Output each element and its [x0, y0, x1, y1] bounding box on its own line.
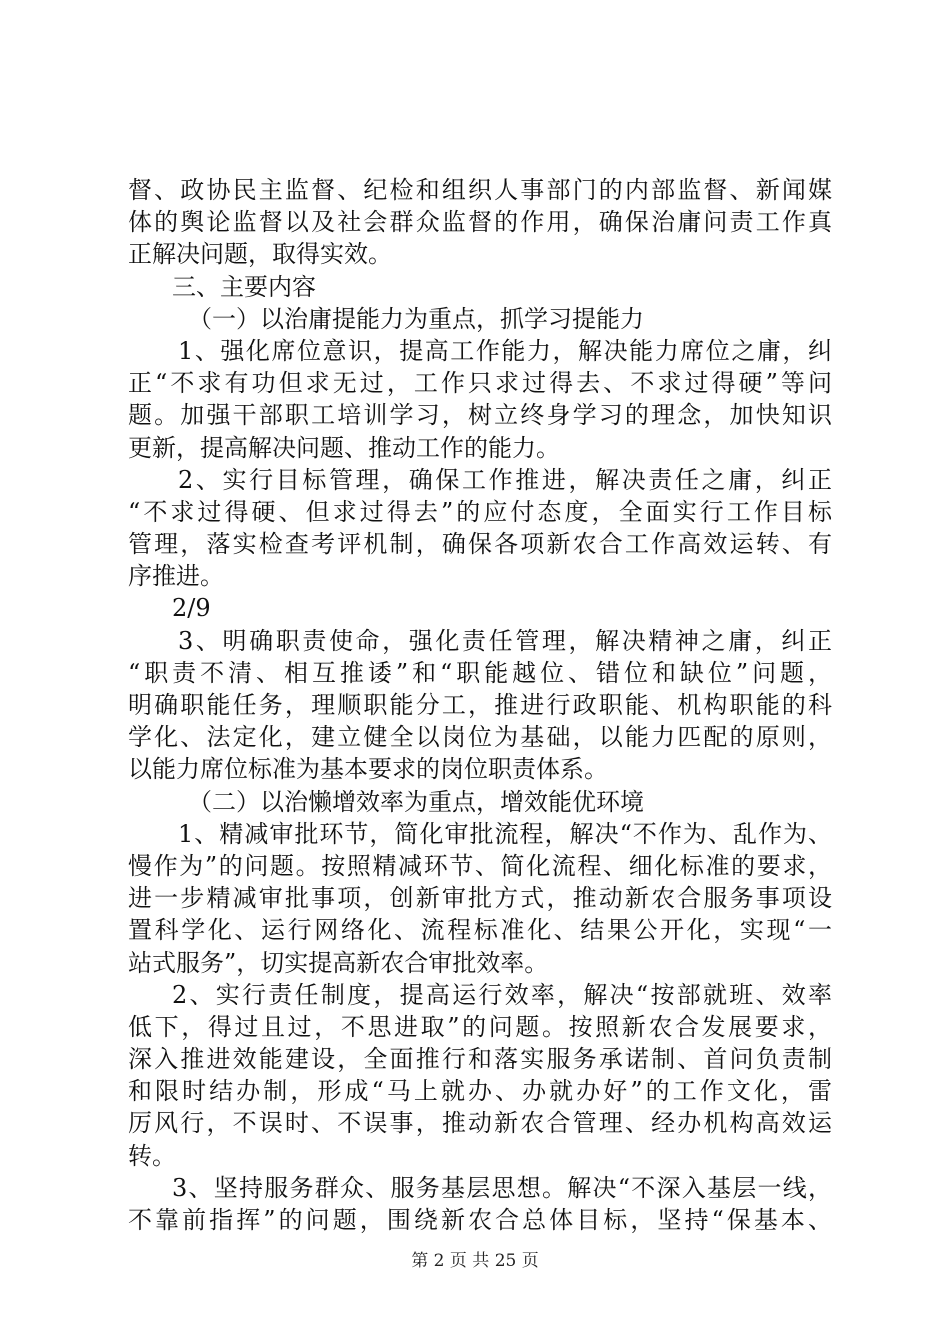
- text-line: 更新，提高解决问题、推动工作的能力。: [128, 433, 560, 462]
- text-line: 管理，落实检查考评机制，确保各项新农合工作高效运转、有: [128, 530, 832, 559]
- text-line: “不求过得硬、但求过得去”的应付态度，全面实行工作目标: [128, 497, 832, 526]
- text-line: 和限时结办制，形成“马上就办、办就办好”的工作文化，雷: [128, 1077, 832, 1106]
- text-line: 2/9: [172, 594, 211, 623]
- text-line: 置科学化、运行网络化、流程标准化、结果公开化，实现“一: [128, 916, 832, 945]
- text-line: 深入推进效能建设，全面推行和落实服务承诺制、首问负责制: [128, 1045, 832, 1074]
- text-line: 慢作为”的问题。按照精减环节、简化流程、细化标准的要求，: [128, 851, 832, 880]
- text-line: 正“不求有功但求无过，工作只求过得去、不求过得硬”等问: [128, 369, 832, 398]
- text-line: 2、实行责任制度，提高运行效率，解决“按部就班、效率: [172, 980, 832, 1009]
- document-body: [128, 174, 832, 1236]
- text-line: 厉风行，不误时、不误事，推动新农合管理、经办机构高效运: [128, 1109, 832, 1138]
- page-footer: 第 2 页 共 25 页: [411, 1251, 539, 1271]
- text-line: 1、精减审批环节，简化审批流程，解决“不作为、乱作为、: [178, 819, 832, 848]
- text-line: 督、政协民主监督、纪检和组织人事部门的内部监督、新闻媒: [128, 176, 832, 204]
- text-line: 低下，得过且过，不思进取”的问题。按照新农合发展要求，: [128, 1012, 832, 1041]
- text-line: 1、强化席位意识，提高工作能力，解决能力席位之庸，纠: [178, 336, 832, 365]
- text-line: 题。加强干部职工培训学习，树立终身学习的理念，加快知识: [128, 401, 832, 430]
- text-line: 三、主要内容: [172, 272, 316, 301]
- text-line: 站式服务”，切实提高新农合审批效率。: [128, 948, 549, 977]
- text-line: 3、坚持服务群众、服务基层思想。解决“不深入基层一线，: [172, 1173, 832, 1202]
- text-line: 进一步精减审批事项，创新审批方式，推动新农合服务事项设: [128, 884, 832, 913]
- text-line: 不靠前指挥”的问题，围绕新农合总体目标，坚持“保基本、: [128, 1206, 832, 1234]
- text-line: 序推进。: [128, 562, 224, 591]
- text-line: （一）以治庸提能力为重点，抓学习提能力: [188, 304, 644, 333]
- text-line: 3、明确职责使命，强化责任管理，解决精神之庸，纠正: [178, 626, 832, 655]
- text-line: （二）以治懒增效率为重点，增效能优环境: [188, 787, 644, 816]
- text-line: 体的舆论监督以及社会群众监督的作用，确保治庸问责工作真: [128, 208, 832, 237]
- text-line: 正解决问题，取得实效。: [128, 240, 392, 269]
- text-line: 以能力席位标准为基本要求的岗位职责体系。: [128, 755, 608, 784]
- text-line: 2、实行目标管理，确保工作推进，解决责任之庸，纠正: [178, 465, 832, 494]
- text-line: “职责不清、相互推诿”和“职能越位、错位和缺位”问题，: [128, 658, 832, 687]
- text-line: 学化、法定化，建立健全以岗位为基础，以能力匹配的原则，: [128, 723, 832, 752]
- text-line: 转。: [128, 1141, 176, 1170]
- text-line: 明确职能任务，理顺职能分工，推进行政职能、机构职能的科: [128, 691, 832, 719]
